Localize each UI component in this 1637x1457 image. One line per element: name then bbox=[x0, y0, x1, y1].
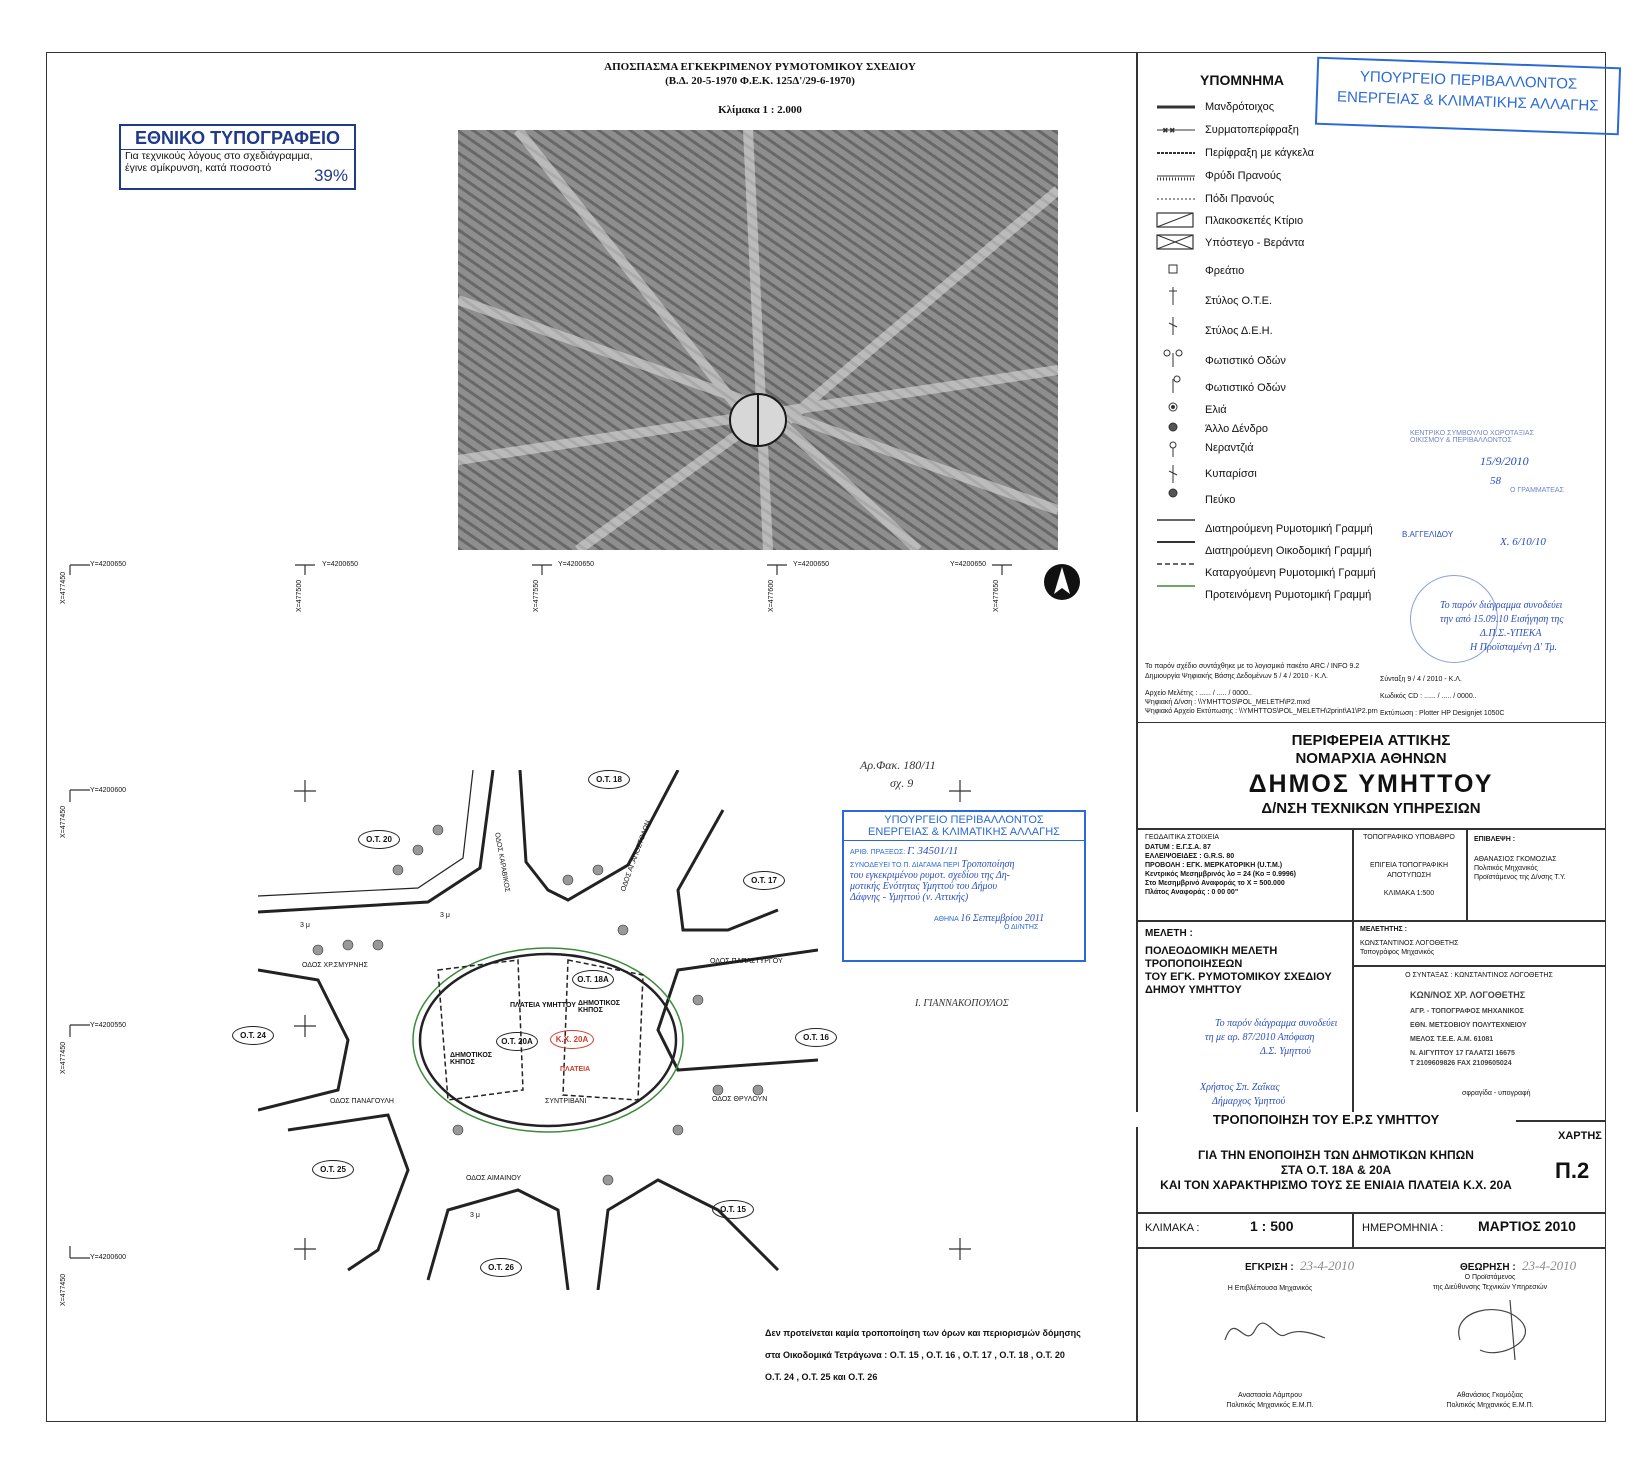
legend-item-katarg-rymotomiki: Καταργούμενη Ρυμοτομική Γραμμή bbox=[1205, 567, 1376, 579]
ot-24-label: Ο.Τ. 24 bbox=[232, 1026, 274, 1045]
stamp-top-line1: ΥΠΟΥΡΓΕΙΟ ΠΕΡΙΒΑΛΛΟΝΤΟΣ bbox=[1359, 68, 1578, 93]
street-aimainou: ΟΔΟΣ ΑΙΜΑΙΝΟΥ bbox=[466, 1175, 522, 1182]
legend-item-frydi-pranous: Φρύδι Πρανούς bbox=[1205, 170, 1282, 182]
tb-seal-6: Τ 2109609826 FAX 2109605024 bbox=[1410, 1060, 1512, 1067]
stamp-arith-value: Γ. 34501/11 bbox=[907, 845, 959, 857]
street-thryloun: ΟΔΟΣ ΘΡΥΛΟΥΝ bbox=[712, 1096, 768, 1103]
tb-topo-3: ΚΛΙΜΑΚΑ 1:500 bbox=[1383, 890, 1435, 897]
handnote-sx: σχ. 9 bbox=[890, 776, 914, 790]
software-l4: Ψηφιακή Δ/νση : \\YMHTTOS\POL_MELETH\P2.mxd bbox=[1145, 699, 1310, 706]
legend-item-diat-rymotomiki: Διατηρούμενη Ρυμοτομική Γραμμή bbox=[1205, 523, 1373, 535]
extract-scale: Κλίμακα 1 : 2.000 bbox=[718, 104, 802, 116]
stamp-hw-1: Τροποποίηση bbox=[961, 859, 1015, 870]
grid-label-x4: X=477600 bbox=[768, 579, 775, 612]
software-l5: Ψηφιακό Αρχείο Εκτύπωσης : \\YMHTTOS\POL_MELETH\2print\A1\P2.prn bbox=[1145, 708, 1378, 715]
round-line2: την από 15.09.10 Εισήγηση της bbox=[1440, 614, 1564, 625]
tb-theorisi-label: ΘΕΩΡΗΣΗ : bbox=[1460, 1262, 1516, 1273]
tb-seal-3: ΕΘΝ. ΜΕΤΣΟΒΙΟΥ ΠΟΛΥΤΕΧΝΕΙΟΥ bbox=[1410, 1022, 1527, 1029]
kentro-line2: ΟΙΚΙΣΜΟΥ & ΠΕΡΙΒΑΛΛΟΝΤΟΣ bbox=[1410, 437, 1512, 444]
stamp-synodeuei: ΣΥΝΟΔΕΥΕΙ ΤΟ Π. ΔΙΑΓΑΜΑ ΠΕΡΙ bbox=[850, 862, 960, 869]
tb-meletitis-2: Τοπογράφος Μηχανικός bbox=[1360, 949, 1435, 956]
legend-item-diat-oikodomiki: Διατηρούμενη Οικοδομική Γραμμή bbox=[1205, 545, 1372, 557]
stamp-athina: ΑΘΗΝΑ bbox=[934, 916, 959, 923]
round-line4: Η Προϊσταμένη Δ' Τμ. bbox=[1470, 642, 1557, 653]
ot-20a-label: Ο.Τ. 20Α bbox=[496, 1032, 538, 1051]
tb-seal-5: Ν. ΑΙΓΥΠΤΟΥ 17 ΓΑΛΑΤΣΙ 16675 bbox=[1410, 1050, 1515, 1057]
software-r2: Κωδικός CD : ...... / ..... / 0000.. bbox=[1380, 693, 1477, 700]
tb-geod-1: ΕΛΛΕΙΨΟΕΙΔΕΣ : G.R.S. 80 bbox=[1145, 853, 1235, 860]
street-papastyrgou: ΟΔΟΣ ΠΑΠΑΣΤΥΡΓΟΥ bbox=[710, 958, 783, 965]
ot-25-label: Ο.Τ. 25 bbox=[312, 1160, 354, 1179]
tb-theorisi-date: 23-4-2010 bbox=[1522, 1258, 1577, 1273]
ot-26-label: Ο.Τ. 26 bbox=[480, 1258, 522, 1277]
grid-label-y3: Y=4200550 bbox=[90, 1022, 127, 1029]
aerial-photo bbox=[458, 130, 1058, 550]
software-l2: Δημιουργία Ψηφιακής Βάσης Δεδομένων 5 / 4 / 2010 - Κ.Λ. bbox=[1145, 673, 1328, 680]
ot-15-label: Ο.Τ. 15 bbox=[712, 1200, 754, 1219]
tb-seal-4: ΜΕΛΟΣ Τ.Ε.Ε. Α.Μ. 61081 bbox=[1410, 1036, 1494, 1043]
ethniko-typografeio-box bbox=[119, 124, 356, 190]
stamp-center-line1: ΥΠΟΥΡΓΕΙΟ ΠΕΡΙΒΑΛΛΟΝΤΟΣ bbox=[884, 814, 1044, 826]
grid-label-x1c: X=477450 bbox=[60, 1041, 67, 1074]
kentro-date: 15/9/2010 bbox=[1480, 454, 1529, 468]
grid-label-x1: X=477450 bbox=[60, 571, 67, 604]
software-l1: Το παρόν σχέδιο συντάχθηκε με το λογισμικό πακέτο ARC / INFO 9.2 bbox=[1145, 663, 1360, 670]
round-line1: Το παρόν διάγραμμα συνοδεύει bbox=[1440, 600, 1563, 611]
legend-item-stylos-ote: Στύλος Ο.Τ.Ε. bbox=[1205, 295, 1273, 307]
stamp-date: 16 Σεπτεμβρίου 2011 bbox=[960, 913, 1045, 924]
grid-label-x1d: X=477450 bbox=[60, 1273, 67, 1306]
tb-epiv-mix: Η Επιβλέπουσα Μηχανικός bbox=[1227, 1285, 1313, 1292]
legend-item-freatio: Φρεάτιο bbox=[1205, 265, 1245, 277]
tb-dnsi: Δ/ΝΣΗ ΤΕΧΝΙΚΩΝ ΥΠΗΡΕΣΙΩΝ bbox=[1261, 800, 1481, 817]
stamp-arith-label: ΑΡΙΘ. ΠΡΑΞΕΩΣ: bbox=[850, 849, 906, 856]
tb-epiv-3: Προϊστάμενος της Δ/νσης Τ.Υ. bbox=[1474, 874, 1566, 881]
street-karavikos: ΟΔΟΣ ΚΑΡΑΒΙΚΟΣ bbox=[493, 832, 511, 893]
extract-title: ΑΠΟΣΠΑΣΜΑ ΕΓΚΕΚΡΙΜΕΝΟΥ ΡΥΜΟΤΟΜΙΚΟΥ ΣΧΕΔΙΟΥ bbox=[604, 61, 916, 73]
stamp-signature-name: Ι. ΓΙΑΝΝΑΚΟΠΟΥΛΟΣ bbox=[915, 998, 1009, 1009]
tb-egkrisi-date: 23-4-2010 bbox=[1300, 1258, 1355, 1273]
tb-geod-0: DATUM : Ε.Γ.Σ.Α. 87 bbox=[1145, 844, 1211, 851]
stamp-hw-2: του εγκεκριμένου ρυμοτ. σχεδίου της Δη- bbox=[850, 870, 1011, 881]
street-panagouli: ΟΔΟΣ ΠΑΝΑΓΟΥΛΗ bbox=[330, 1098, 394, 1105]
tb-topo-1: ΕΠΙΓΕΙΑ ΤΟΠΟΓΡΑΦΙΚΗ bbox=[1369, 862, 1449, 869]
ot-20-label: Ο.Τ. 20 bbox=[358, 830, 400, 849]
ethniko-percent: 39% bbox=[313, 166, 348, 185]
svg-text:× ×: × × bbox=[1163, 126, 1175, 135]
tb-sign-right-2: Πολιτικός Μηχανικός Ε.Μ.Π. bbox=[1446, 1402, 1534, 1409]
tb-proist-2: της Διεύθυνσης Τεχνικών Υπηρεσιών bbox=[1432, 1284, 1548, 1291]
kentro-sig-date: Χ. 6/10/10 bbox=[1500, 536, 1546, 548]
software-l3: Αρχείο Μελέτης : ...... / ..... / 0000.. bbox=[1145, 690, 1252, 697]
plateia-label: ΠΛΑΤΕΙΑ bbox=[560, 1066, 591, 1073]
tb-hw-dimos-3: Δ.Σ. Υμηττού bbox=[1260, 1046, 1311, 1057]
stamp-hw-4: Δάφνης - Υμηττού (ν. Αττικής) bbox=[850, 892, 969, 903]
tb-meleti-3: ΤΟΥ ΕΓΚ. ΡΥΜΟΤΟΜΙΚΟΥ ΣΧΕΔΙΟΥ bbox=[1145, 971, 1332, 983]
stamp-top-line2: ΕΝΕΡΓΕΙΑΣ & ΚΛΙΜΑΤΙΚΗΣ ΑΛΛΑΓΗΣ bbox=[1336, 88, 1599, 115]
tb-epiv-title: ΕΠΙΒΛΕΨΗ : bbox=[1474, 836, 1516, 843]
tb-meletitis-label: ΜΕΛΕΤΗΤΗΣ : bbox=[1360, 926, 1407, 933]
legend-item-syrmatoperifraxi: Συρματοπερίφραξη bbox=[1205, 124, 1299, 136]
ot-16-label: Ο.Τ. 16 bbox=[795, 1028, 837, 1047]
grid-label-y1e: Y=4200650 bbox=[950, 561, 987, 568]
grid-label-y1b: Y=4200650 bbox=[322, 561, 359, 568]
setback-label-1: 3 μ bbox=[300, 922, 310, 929]
legend-item-podi-pranous: Πόδι Πρανούς bbox=[1205, 193, 1275, 205]
tb-imerominia-value: ΜΑΡΤΙΟΣ 2010 bbox=[1478, 1218, 1576, 1234]
tb-sign-left-2: Πολιτικός Μηχανικός Ε.Μ.Π. bbox=[1226, 1402, 1314, 1409]
tb-syntaxas: Ο ΣΥΝΤΑΞΑΣ : ΚΩΝΣΤΑΝΤΙΝΟΣ ΛΟΓΟΘΕΤΗΣ bbox=[1405, 972, 1553, 979]
tb-purpose-2: ΣΤΑ Ο.Τ. 18Α & 20Α bbox=[1280, 1163, 1392, 1177]
ethniko-line2: έγινε σμίκρυνση, κατά ποσοστό bbox=[125, 162, 272, 174]
tb-proist-1: Ο Προϊστάμενος bbox=[1464, 1274, 1516, 1281]
tb-meleti-4: ΔΗΜΟΥ ΥΜΗΤΤΟΥ bbox=[1145, 984, 1242, 996]
tb-geod-title: ΓΕΩΔΑΙΤΙΚΑ ΣΤΟΙΧΕΙΑ bbox=[1145, 834, 1219, 841]
ministry-stamp-center bbox=[842, 810, 1086, 962]
tb-seal-2: ΑΓΡ. - ΤΟΠΟΓΡΑΦΟΣ ΜΗΧΑΝΙΚΟΣ bbox=[1410, 1008, 1524, 1015]
tb-hw-dimos-5: Δήμαρχος Υμηττού bbox=[1212, 1096, 1286, 1107]
grid-label-x3: X=477550 bbox=[533, 579, 540, 612]
kx-20a-label: Κ.Χ. 20Α bbox=[550, 1030, 594, 1049]
setback-label-3: 3 μ bbox=[470, 1212, 480, 1219]
tb-tropop: ΤΡΟΠΟΠΟΙΗΣΗ ΤΟΥ Ε.Ρ.Σ ΥΜΗΤΤΟΥ bbox=[1136, 1112, 1516, 1127]
signature-lamprou-icon bbox=[1215, 1300, 1335, 1360]
tb-purpose-3: ΚΑΙ ΤΟΝ ΧΑΡΑΚΤΗΡΙΣΜΟ ΤΟΥΣ ΣΕ ΕΝΙΑΙΑ ΠΛΑΤΕΙΑ Κ.Χ. 20Α bbox=[1160, 1178, 1512, 1192]
legend-item-kagkela: Περίφραξη με κάγκελα bbox=[1205, 147, 1315, 159]
grid-label-x5: X=477650 bbox=[993, 579, 1000, 612]
kentro-line1: ΚΕΝΤΡΙΚΟ ΣΥΜΒΟΥΛΙΟ ΧΩΡΟΤΑΞΙΑΣ bbox=[1410, 430, 1534, 437]
ethniko-line1: Για τεχνικούς λόγους στο σχεδιάγραμμα, bbox=[125, 150, 313, 162]
tb-perifereia: ΠΕΡΙΦΕΡΕΙΑ ΑΤΤΙΚΗΣ bbox=[1291, 732, 1451, 749]
legend-item-fotistiko-1: Φωτιστικό Οδών bbox=[1205, 355, 1286, 367]
street-ag-apostolon: ΟΔΟΣ ΑΓ.ΑΠΟΣΤΟΛΩΝ bbox=[620, 819, 653, 893]
tb-sign-left-1: Αναστασία Λάμπρου bbox=[1238, 1392, 1302, 1399]
tb-meleti-2: ΤΡΟΠΟΠΟΙΗΣΕΩΝ bbox=[1145, 958, 1243, 970]
note-line2: στα Οικοδομικά Τετράγωνα : Ο.Τ. 15 , Ο.Τ. 16 , Ο.Τ. 17 , Ο.Τ. 18 , Ο.Τ. 20 bbox=[765, 1350, 1065, 1360]
stamp-hw-3: μοτικής Ενότητας Υμηττού του Δήμου bbox=[850, 881, 998, 892]
tb-meletitis-1: ΚΩΝΣΤΑΝΤΙΝΟΣ ΛΟΓΟΘΕΤΗΣ bbox=[1360, 940, 1459, 947]
dimotikos-kipos-right: ΔΗΜΟΤΙΚΟΣ ΚΗΠΟΣ bbox=[578, 1000, 620, 1014]
tb-nomarxia: ΝΟΜΑΡΧΙΑ ΑΘΗΝΩΝ bbox=[1295, 750, 1447, 767]
legend-symbols bbox=[1155, 95, 1200, 615]
tb-topo-2: ΑΠΟΤΥΠΩΣΗ bbox=[1387, 872, 1431, 879]
legend-title: ΥΠΟΜΝΗΜΑ bbox=[1200, 72, 1284, 88]
legend-item-kyparissi: Κυπαρίσσι bbox=[1205, 468, 1257, 480]
legend-item-protein-rymotomiki: Προτεινόμενη Ρυμοτομική Γραμμή bbox=[1205, 589, 1372, 601]
tb-seal-1: ΚΩΝ/ΝΟΣ ΧΡ. ΛΟΓΟΘΕΤΗΣ bbox=[1410, 990, 1526, 1000]
signature-gkomozias-icon bbox=[1440, 1290, 1570, 1370]
syntrivani-label: ΣΥΝΤΡΙΒΑΝΙ bbox=[545, 1098, 587, 1105]
extract-subtitle: (Β.Δ. 20-5-1970 Φ.Ε.Κ. 125Δ'/29-6-1970) bbox=[665, 75, 855, 87]
legend-item-plakoskepes: Πλακοσκεπές Κτίριο bbox=[1205, 215, 1304, 227]
kentriko-symvoulio-stamp bbox=[1410, 430, 1580, 494]
ot-18a-label: Ο.Τ. 18Α bbox=[572, 970, 614, 989]
tb-sign-right-1: Αθανάσιος Γκομόζιας bbox=[1456, 1392, 1524, 1399]
aerial-street-lines bbox=[458, 130, 1058, 550]
grid-label-y1c: Y=4200650 bbox=[558, 561, 595, 568]
note-line3: Ο.Τ. 24 , Ο.Τ. 25 και Ο.Τ. 26 bbox=[765, 1372, 878, 1382]
kentro-name: Β.ΑΓΓΕΛΙΔΟΥ bbox=[1402, 530, 1454, 539]
ot-17-label: Ο.Τ. 17 bbox=[743, 871, 785, 890]
tb-geod-2: ΠΡΟΒΟΛΗ : ΕΓΚ. ΜΕΡΚΑΤΟΡΙΚΗ (U.T.M.) bbox=[1145, 862, 1283, 869]
tb-xartis: ΧΑΡΤΗΣ bbox=[1558, 1130, 1602, 1142]
grid-label-y4: Y=4200600 bbox=[90, 1254, 127, 1261]
tb-hw-dimos-1: Το παρόν διάγραμμα συνοδεύει bbox=[1215, 1018, 1338, 1029]
round-line3: Δ.Π.Σ.-ΥΠΕΚΑ bbox=[1480, 628, 1542, 639]
legend-item-ypostego: Υπόστεγο - Βεράντα bbox=[1205, 237, 1305, 249]
tb-epiv-1: ΑΘΑΝΑΣΙΟΣ ΓΚΟΜΟΖΙΑΣ bbox=[1474, 856, 1557, 863]
legend-item-elia: Ελιά bbox=[1205, 404, 1227, 416]
kentro-grammateas: Ο ΓΡΑΜΜΑΤΕΑΣ bbox=[1510, 487, 1564, 494]
tb-dimos: ΔΗΜΟΣ ΥΜΗΤΤΟΥ bbox=[1248, 770, 1494, 798]
ministry-stamp-top bbox=[1315, 57, 1621, 136]
legend-item-stylos-dei: Στύλος Δ.Ε.Η. bbox=[1205, 325, 1273, 337]
dimotikos-kipos-left: ΔΗΜΟΤΙΚΟΣ ΚΗΠΟΣ bbox=[450, 1052, 492, 1066]
grid-label-y1: Y=4200650 bbox=[90, 561, 127, 568]
tb-map-number: Π.2 bbox=[1555, 1158, 1590, 1183]
plateia-ymittou-label: ΠΛΑΤΕΙΑ ΥΜΗΤΤΟΥ bbox=[510, 1002, 576, 1009]
tb-meleti-1: ΠΟΛΕΟΔΟΜΙΚΗ ΜΕΛΕΤΗ bbox=[1145, 945, 1278, 957]
grid-label-y1d: Y=4200650 bbox=[793, 561, 830, 568]
tb-geod-5: Πλάτος Αναφοράς : 0 00 00" bbox=[1145, 889, 1239, 896]
tb-hw-dimos-2: τη με αρ. 87/2010 Απόφαση bbox=[1205, 1032, 1315, 1043]
street-smyrnis: ΟΔΟΣ ΧΡ.ΣΜΥΡΝΗΣ bbox=[302, 962, 368, 969]
tb-klimaka-value: 1 : 500 bbox=[1250, 1218, 1294, 1234]
tb-klimaka-label: ΚΛΙΜΑΚΑ : bbox=[1145, 1222, 1200, 1234]
legend-item-fotistiko-2: Φωτιστικό Οδών bbox=[1205, 382, 1286, 394]
tb-epiv-2: Πολιτικός Μηχανικός bbox=[1474, 865, 1538, 872]
grid-label-x2: X=477500 bbox=[296, 579, 303, 612]
setback-label-2: 3 μ bbox=[440, 912, 450, 919]
legend-item-nerantzia: Νεραντζιά bbox=[1205, 442, 1254, 454]
legend-item-allo-dendro: Άλλο Δένδρο bbox=[1205, 423, 1268, 435]
tb-topo-title: ΤΟΠΟΓΡΑΦΙΚΟ ΥΠΟΒΑΘΡΟ bbox=[1363, 834, 1455, 841]
ot-18-label: Ο.Τ. 18 bbox=[588, 770, 630, 789]
stamp-dntis: Ο ΔΙ/ΝΤΗΣ bbox=[1004, 924, 1039, 931]
grid-label-x1b: X=477450 bbox=[60, 805, 67, 838]
ethniko-title: ΕΘΝΙΚΟ ΤΥΠΟΓΡΑΦΕΙΟ bbox=[121, 128, 354, 150]
tb-geod-4: Στο Μεσημβρινό Αναφοράς το X = 500.000 bbox=[1145, 880, 1285, 887]
note-line1: Δεν προτείνεται καμία τροποποίηση των όρων και περιορισμών δόμησης bbox=[765, 1328, 1081, 1338]
handnote-file: Αρ.Φακ. 180/11 bbox=[860, 758, 936, 772]
legend-item-peuko: Πεύκο bbox=[1205, 494, 1236, 506]
tb-purpose-1: ΓΙΑ ΤΗΝ ΕΝΟΠΟΙΗΣΗ ΤΩΝ ΔΗΜΟΤΙΚΩΝ ΚΗΠΩΝ bbox=[1198, 1148, 1474, 1162]
tb-geod-3: Κεντρικός Μεσημβρινός λο = 24 (Κο = 0.9996) bbox=[1145, 871, 1297, 878]
tb-imerominia-label: ΗΜΕΡΟΜΗΝΙΑ : bbox=[1362, 1222, 1444, 1234]
legend-item-mandrotoixos: Μανδρότοιχος bbox=[1205, 101, 1275, 113]
kentro-num: 58 bbox=[1490, 475, 1501, 487]
tb-egkrisi-label: ΕΓΚΡΙΣΗ : bbox=[1245, 1262, 1294, 1273]
grid-label-y2: Y=4200600 bbox=[90, 787, 127, 794]
tb-meleti-label: ΜΕΛΕΤΗ : bbox=[1145, 928, 1193, 939]
stamp-center-line2: ΕΝΕΡΓΕΙΑΣ & ΚΛΙΜΑΤΙΚΗΣ ΑΛΛΑΓΗΣ bbox=[868, 826, 1060, 838]
tb-sfragida: σφραγίδα - υπογραφή bbox=[1462, 1090, 1531, 1097]
tb-hw-dimos-4: Χρήστος Σπ. Ζαΐκας bbox=[1200, 1082, 1280, 1093]
software-r3: Εκτύπωση : Plotter HP Designjet 1050C bbox=[1380, 710, 1505, 717]
software-r1: Σύνταξη 9 / 4 / 2010 - Κ.Λ. bbox=[1380, 676, 1462, 683]
